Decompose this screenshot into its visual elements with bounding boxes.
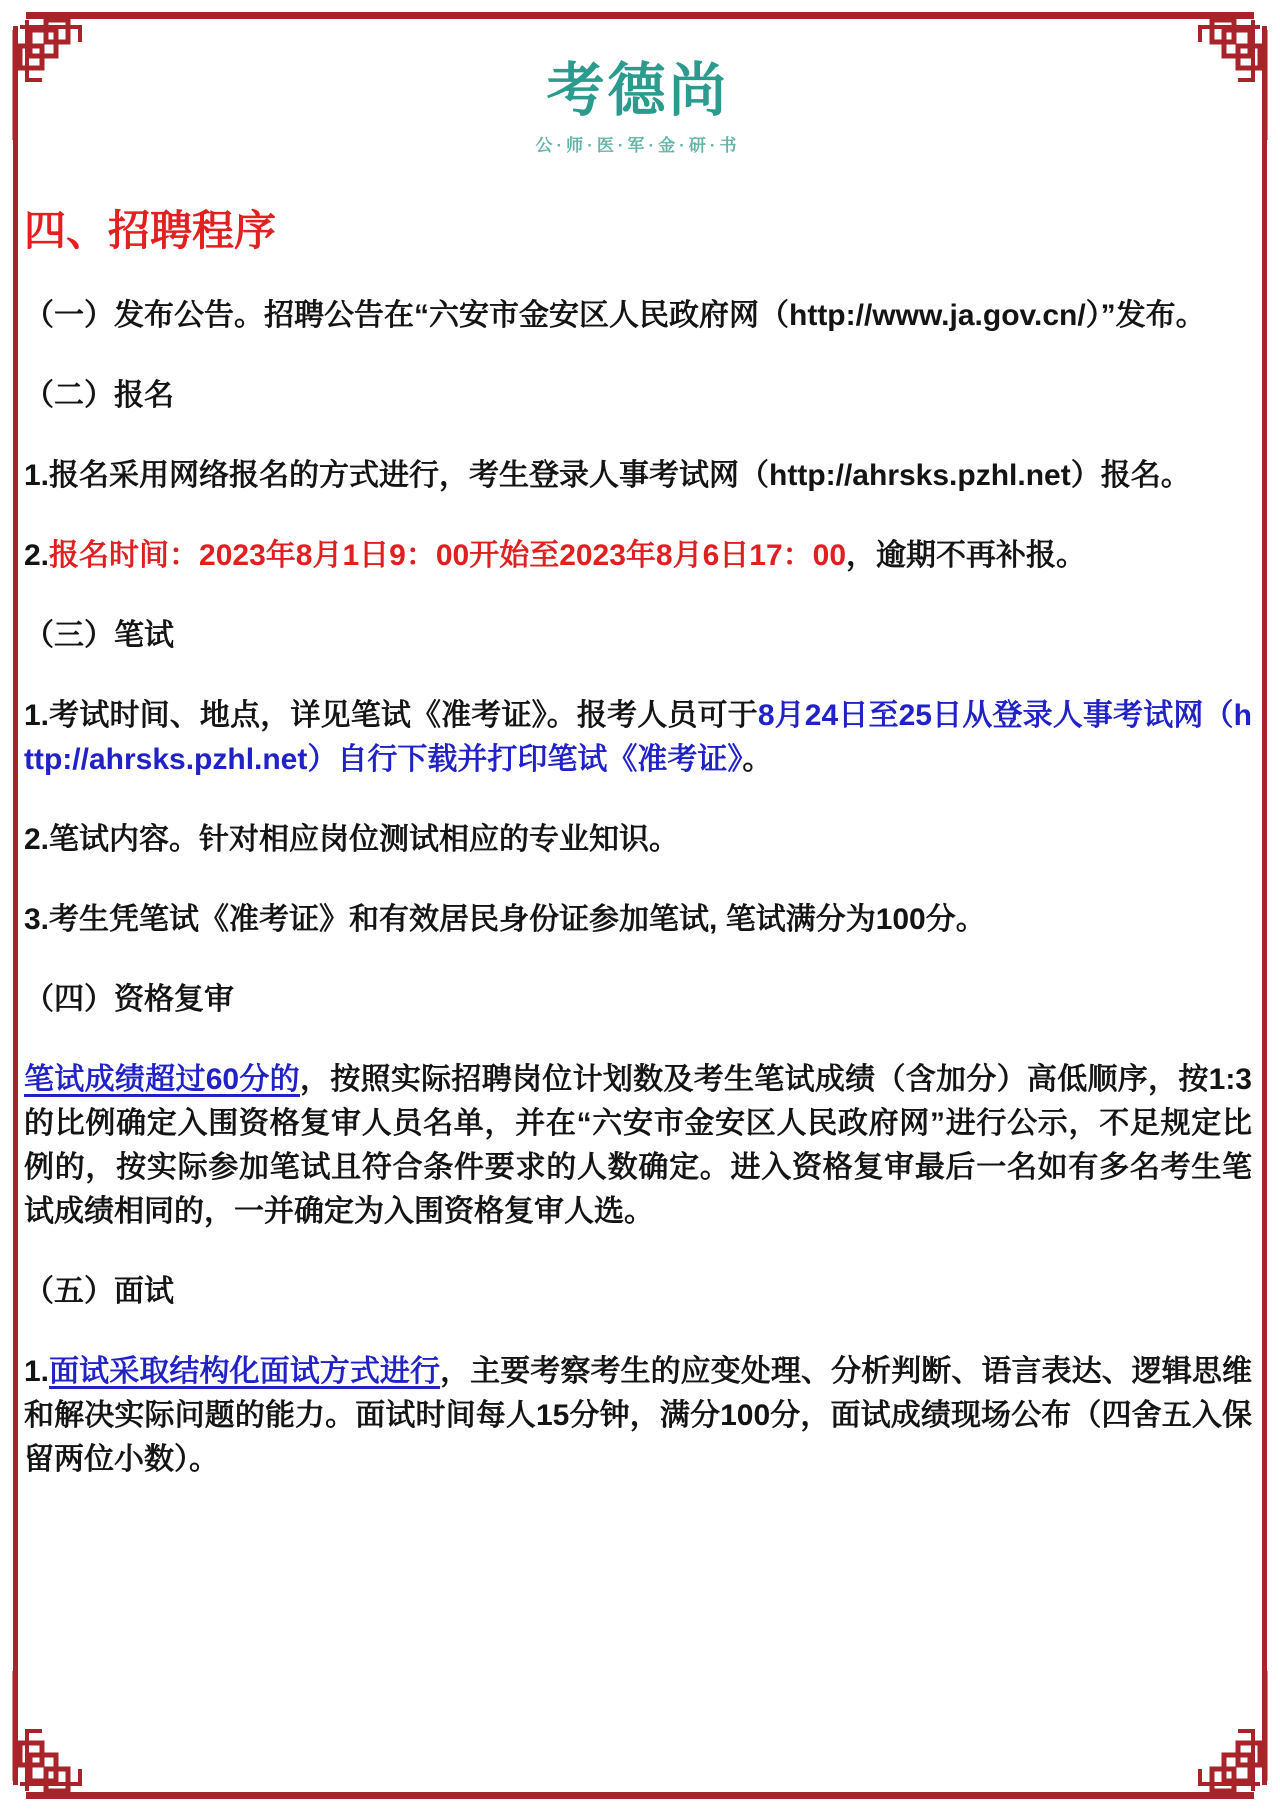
- corner-ornament-icon: [0, 1671, 140, 1811]
- paragraph: [24, 374, 1252, 418]
- paragraph: [24, 978, 1252, 1022]
- body-text: （三）笔试: [24, 618, 174, 652]
- frame-bottom-border: [26, 1792, 1254, 1799]
- body-text: 1.: [24, 1354, 50, 1388]
- body-text: ，逾期不再补报。: [846, 538, 1087, 572]
- page-title: 四、招聘程序: [24, 207, 277, 255]
- body-text: 。: [742, 742, 773, 776]
- paragraph: [24, 818, 1252, 862]
- body-text: ，主要考察考生的应变处理、分析判断、语言表达、逻辑思维和解决实际问题的能力。面试时间每人15分钟，满分100分，面试成绩现场公布（四舍五入保留两位小数）。: [24, 1354, 1253, 1476]
- body-text: ，按照实际招聘岗位计划数及考生笔试成绩（含加分）高低顺序，按1:3的比例确定入围资格复审人员名单，并在“六安市金安区人民政府网”进行公示，不足规定比例的，按实际参加笔试且符合条件要求的人数确定。进入资格复审最后一名如有多名考生笔试成绩相同的，一并确定为入围资格复审人选。: [24, 1062, 1252, 1228]
- paragraph: [24, 898, 1252, 942]
- body-text: 1.考试时间、地点，详见笔试《准考证》。报考人员可于: [24, 698, 758, 732]
- paragraph: [24, 294, 1252, 338]
- paragraph: [24, 1350, 1252, 1482]
- paragraph: [24, 454, 1252, 498]
- body-text: 2.笔试内容。针对相应岗位测试相应的专业知识。: [24, 822, 680, 856]
- body-text: （五）面试: [24, 1274, 174, 1308]
- emphasis-blue-text: 面试采取结构化面试方式进行: [49, 1354, 441, 1388]
- paragraphs: [24, 294, 1252, 1482]
- body-text: 2.: [24, 538, 50, 572]
- body-text: 3.考生凭笔试《准考证》和有效居民身份证参加笔试, 笔试满分为100分。: [24, 902, 986, 936]
- paragraph: [24, 694, 1252, 782]
- paragraph: [24, 534, 1252, 578]
- corner-ornament-icon: [1140, 1671, 1280, 1811]
- paragraph: [24, 1270, 1252, 1314]
- paragraph: [24, 614, 1252, 658]
- brand-logo-title: 考德尚: [546, 58, 730, 123]
- highlight-red-text: 报名时间：2023年8月1日9：00开始至2023年8月6日17：00: [49, 538, 847, 572]
- body-text: 1.报名采用网络报名的方式进行，考生登录人事考试网（http://ahrsks.pzhl.net）报名。: [24, 458, 1191, 492]
- body-text: （二）报名: [24, 378, 174, 412]
- paragraph: [24, 1058, 1252, 1234]
- body-text: （四）资格复审: [24, 982, 234, 1016]
- brand-logo: [24, 56, 1252, 157]
- brand-logo-subtitle: 公·师·医·军·金·研·书: [535, 135, 741, 155]
- emphasis-blue-text: 笔试成绩超过60分的: [24, 1062, 300, 1096]
- body-text: （一）发布公告。招聘公告在“六安市金安区人民政府网（http://www.ja.gov.cn/）”发布。: [24, 298, 1206, 332]
- emphasis-blue-text: 8月24日至25日从登录人事考试网（http://ahrsks.pzhl.net）自行下载并打印笔试《准考证》: [24, 698, 1252, 776]
